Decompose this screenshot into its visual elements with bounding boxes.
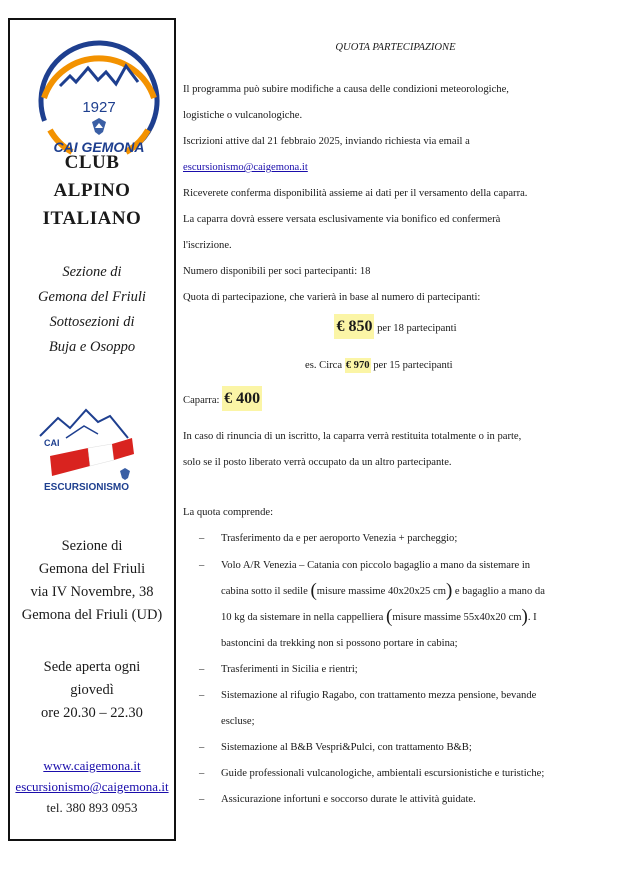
numero-disponibili: Numero disponibili per soci partecipanti: 18 [183, 266, 371, 277]
opening-line-1: Sede aperta ogni [43, 659, 141, 675]
caparra-value: € 400 [222, 386, 262, 411]
address-line-4: Gemona del Friuli (UD) [21, 607, 163, 623]
address-line-2: Gemona del Friuli [38, 561, 146, 577]
address-line-1: Sezione di [61, 538, 123, 554]
caparra-label: Caparra: [183, 395, 223, 406]
phone-number: tel. 380 893 0953 [46, 800, 138, 815]
quota-intro: Quota di partecipazione, che varierà in base al numero di partecipanti: [183, 292, 481, 303]
cai-gemona-logo [36, 38, 162, 164]
club-line-1: CLUB [64, 152, 120, 173]
price-line-2 [305, 360, 453, 371]
price-18-suffix: per 18 partecipanti [374, 323, 457, 334]
sezione-line-1: Sezione di [62, 264, 122, 280]
sidebar [8, 18, 176, 841]
svg-text:1927: 1927 [82, 99, 116, 116]
club-line-2: ALPINO [53, 180, 131, 201]
intro-line-2: logistiche o vulcanologiche. [183, 110, 303, 121]
price-15-prefix: es. Circa [305, 360, 345, 371]
rinuncia-line-1: In caso di rinuncia di un iscritto, la caparra verrà restituita totalmente o in parte, [183, 431, 522, 442]
svg-text:CAI: CAI [44, 438, 60, 448]
cai-escursionismo-logo [36, 408, 144, 508]
sezione-line-4: Buja e Osoppo [48, 339, 136, 355]
sezione-line-3: Sottosezioni di [49, 314, 135, 330]
price-15-suffix: per 15 partecipanti [370, 360, 453, 371]
caparra-info-line-2: l'iscrizione. [183, 240, 232, 251]
website-link[interactable]: www.caigemona.it [43, 758, 141, 773]
club-line-3: ITALIANO [42, 208, 142, 229]
opening-line-3: ore 20.30 – 22.30 [41, 705, 143, 721]
page-heading: QUOTA PARTECIPAZIONE [335, 42, 456, 53]
main-email-link[interactable]: escursionismo@caigemona.it [183, 162, 308, 173]
price-18: € 850 [334, 314, 374, 339]
rinuncia-line-2: solo se il posto liberato verrà occupato da un altro partecipante. [183, 457, 452, 468]
sidebar-email-link[interactable]: escursionismo@caigemona.it [15, 779, 169, 794]
svg-text:CAI GEMONA: CAI GEMONA [53, 139, 145, 155]
opening-line-2: giovedì [70, 682, 114, 698]
iscrizioni-line: Iscrizioni attive dal 21 febbraio 2025, inviando richiesta via email a [183, 136, 470, 147]
svg-text:ESCURSIONISMO: ESCURSIONISMO [44, 482, 130, 493]
intro-line-1: Il programma può subire modifiche a causa delle condizioni meteorologiche, [183, 84, 509, 95]
caparra-info-line-1: La caparra dovrà essere versata esclusivamente via bonifico ed confermerà [183, 214, 501, 225]
comprende-heading: La quota comprende: [183, 507, 274, 518]
price-15: € 970 [345, 360, 370, 371]
conferma-line: Riceverete conferma disponibilità assieme ai dati per il versamento della caparra. [183, 188, 528, 199]
sezione-line-2: Gemona del Friuli [38, 289, 146, 305]
price-line-1 [183, 318, 608, 336]
caparra-line [183, 390, 262, 408]
address-line-3: via IV Novembre, 38 [30, 584, 154, 600]
